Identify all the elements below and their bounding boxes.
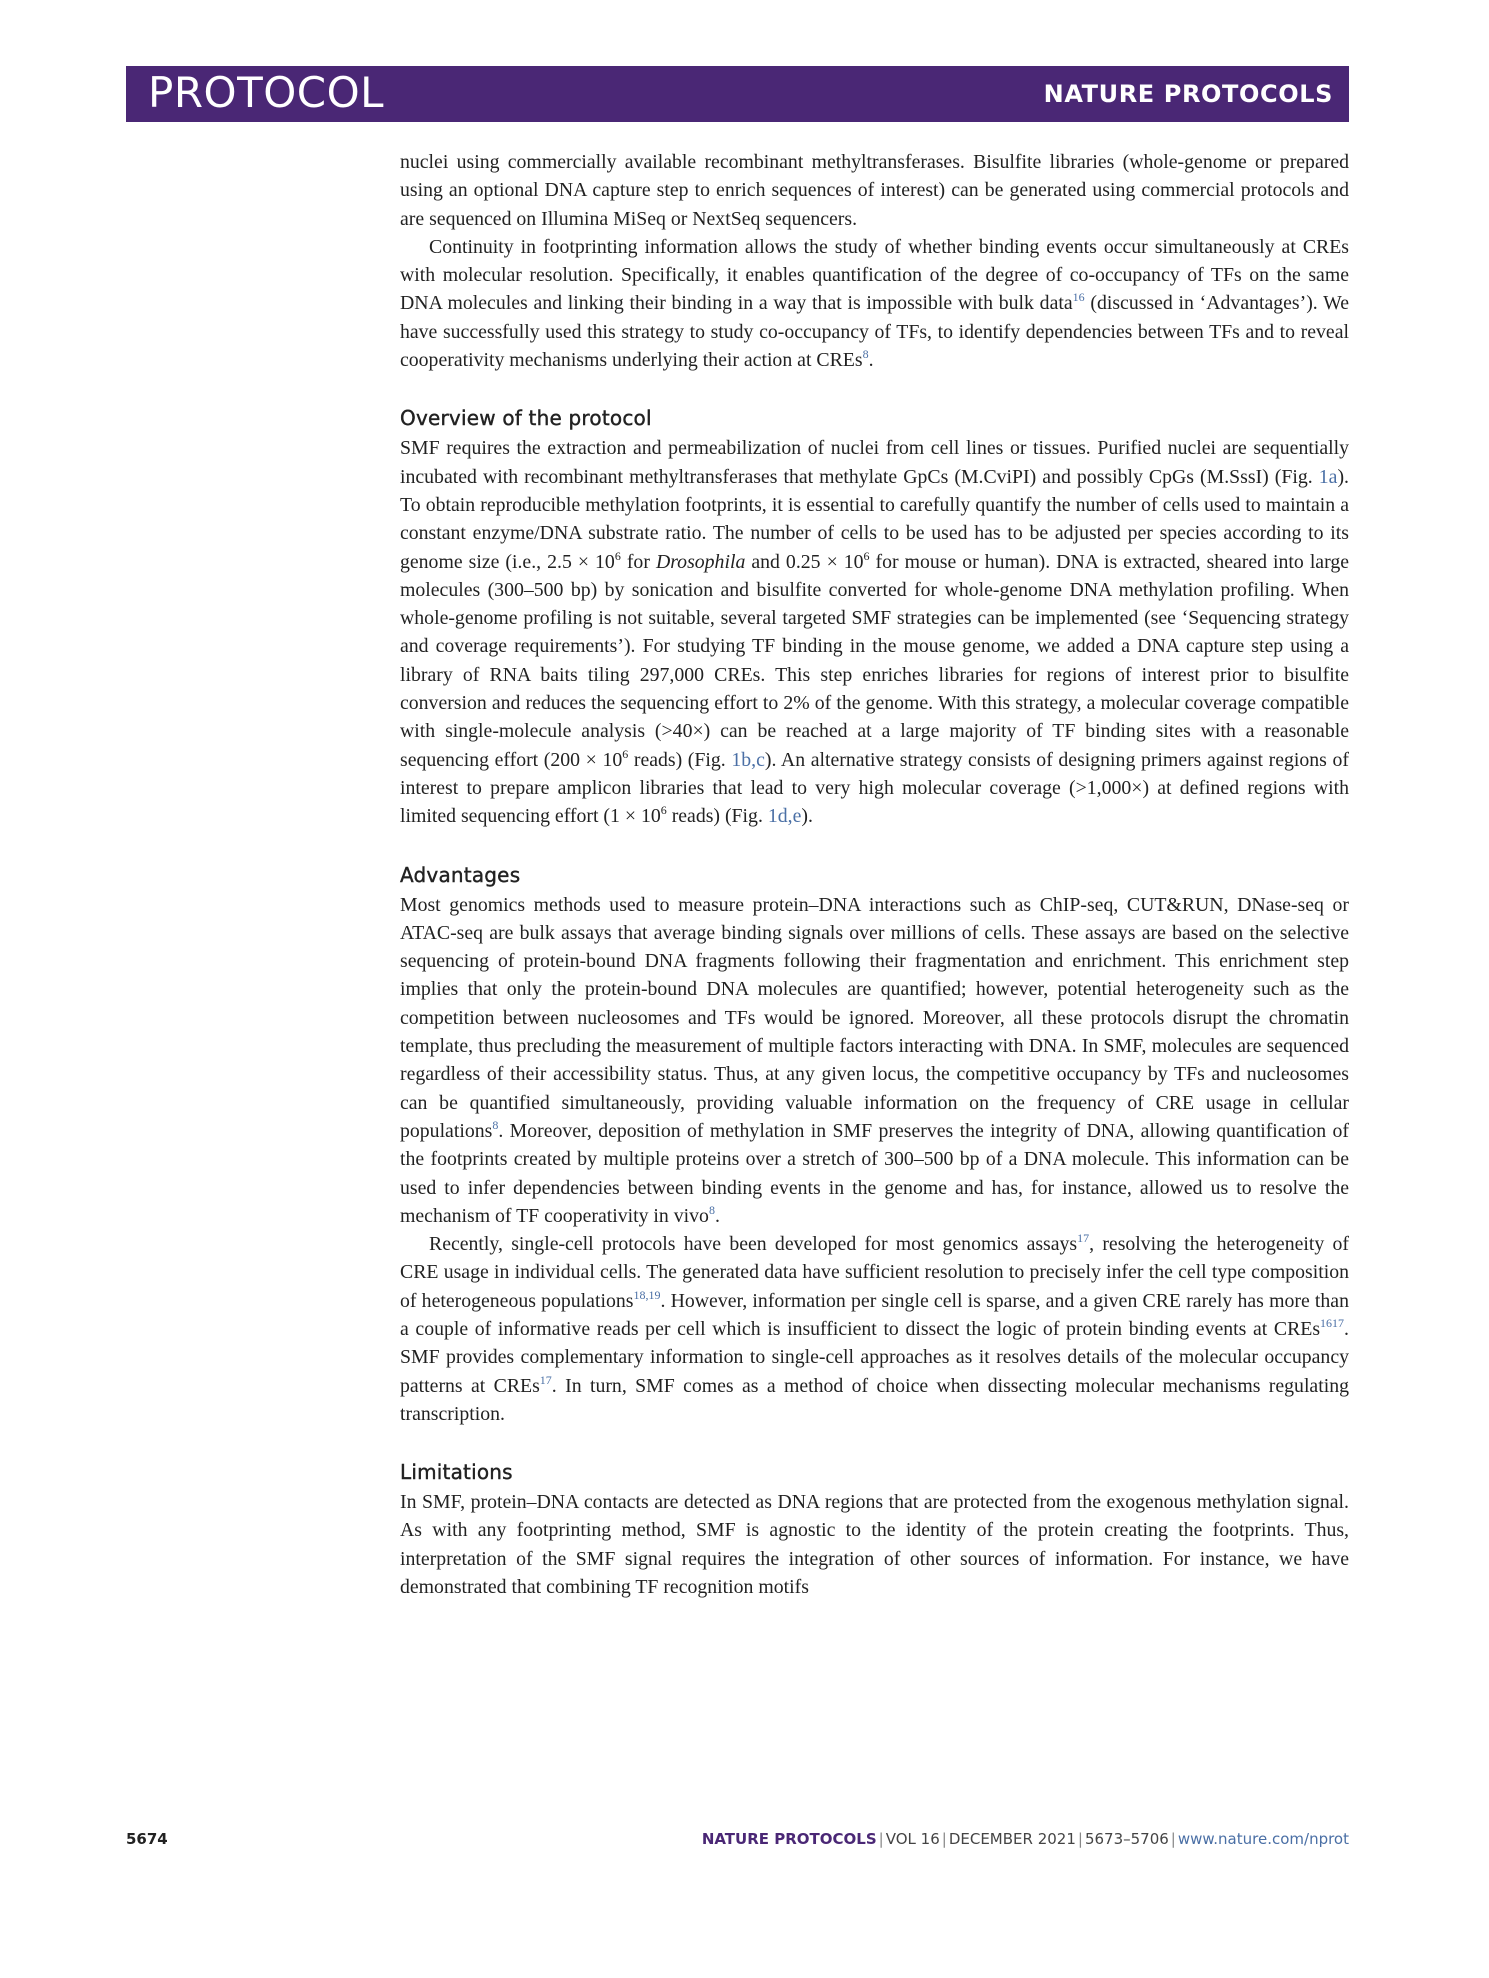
journal-name: NATURE PROTOCOLS bbox=[1043, 80, 1333, 108]
figure-link[interactable]: 1b,c bbox=[731, 748, 765, 771]
page-number: 5674 bbox=[126, 1830, 168, 1848]
paragraph: SMF requires the extraction and permeabilization of nuclei from cell lines or tissues. Purified nuclei are sequentially incubated with recombinant methyltransferases that methylate GpCs (M.CviPI) and possibly CpGs (M.SssI) (Fig. 1a). To obtain reproducible methylation footprints, it is essential to carefully quantify the number of cells used to maintain a constant enzyme/DNA substrate ratio. The number of cells to be used has to be adjusted per species according to its genome size (i.e., $2.5 \times 10^6$ for Drosophila and $0.25 \times 10^6$ for mouse or human). DNA is extracted, sheared into large molecules (300–500 bp) by sonication and bisulfite converted for whole-genome DNA methylation profiling. When whole-genome profiling is not suitable, several targeted SMF strategies can be implemented (see ‘Sequencing strategy and coverage requirements’). For studying TF binding in the mouse genome, we added a DNA capture step using a library of RNA baits tiling 297,000 CREs. This step enriches libraries for regions of interest prior to bisulfite conversion and reduces the sequencing effort to 2% of the genome. With this strategy, a molecular coverage compatible with single-molecule analysis (>40×) can be reached at a large majority of TF binding sites with a reasonable sequencing effort ($200 \times 10^6$ reads) (Fig. 1b,c). An alternative strategy consists of designing primers against regions of interest to prepare amplicon libraries that lead to very high molecular coverage (>1,000×) at defined regions with limited sequencing effort ($1 \times 10^6$ reads) (Fig. 1d,e). bbox=[400, 437, 1349, 828]
main-column bbox=[400, 148, 1349, 1601]
header-bar bbox=[126, 66, 1349, 122]
paragraph: nuclei using commercially available recombinant methyltransferases. Bisulfite libraries (whole-genome or prepared using an optional DNA capture step to enrich sequences of interest) can be generated using commercial protocols and are sequenced on Illumina MiSeq or NextSeq sequencers. bbox=[400, 151, 1349, 230]
citation-link[interactable]: 17 bbox=[539, 1372, 552, 1387]
section-heading: Overview of the protocol bbox=[400, 406, 652, 431]
citation-link[interactable]: 8 bbox=[708, 1202, 715, 1217]
footer-volume: VOL 16 bbox=[885, 1830, 940, 1848]
citation-link[interactable]: 16 bbox=[1072, 290, 1085, 305]
figure-link[interactable]: 1d,e bbox=[767, 805, 802, 828]
citation-link[interactable]: 17 bbox=[1077, 1231, 1090, 1246]
footer-url-link[interactable]: www.nature.com/nprot bbox=[1177, 1830, 1349, 1848]
footer-pages: 5673–5706 bbox=[1084, 1830, 1169, 1848]
figure-link[interactable]: 1a bbox=[1318, 465, 1338, 488]
footer-date: DECEMBER 2021 bbox=[948, 1830, 1076, 1848]
citation-link[interactable]: 8 bbox=[862, 347, 869, 362]
paragraph: In SMF, protein–DNA contacts are detected as DNA regions that are protected from the exogenous methylation signal. As with any footprinting method, SMF is agnostic to the identity of the protein creating the footprints. Thus, interpretation of the SMF signal requires the integration of other sources of information. For instance, we have demonstrated that combining TF recognition motifs bbox=[400, 1491, 1349, 1599]
footer-journal: NATURE PROTOCOLS bbox=[701, 1830, 877, 1848]
citation-link[interactable]: 8 bbox=[492, 1117, 499, 1132]
paragraph: Continuity in footprinting information allows the study of whether binding events occur simultaneously at CREs with molecular resolution. Specifically, it enables quantification of the degree of co-occupancy of TFs on the same DNA molecules and linking their binding in a way that is impossible with bulk data$^{16}$ (discussed in ‘Advantages’). We have successfully used this strategy to study co-occupancy of TFs, to identify dependencies between TFs and to reveal cooperativity mechanisms underlying their action at CREs$^8$. bbox=[400, 235, 1349, 372]
citation-link[interactable]: 18,19 bbox=[633, 1287, 661, 1302]
footer-citation: NATURE PROTOCOLS | VOL 16 | DECEMBER 2021 | 5673–5706 | www.nature.com/nprot bbox=[701, 1830, 1349, 1848]
section-heading: Advantages bbox=[400, 862, 521, 887]
citation-link[interactable]: 1617 bbox=[1320, 1315, 1345, 1330]
section-label: PROTOCOL bbox=[148, 68, 385, 117]
paragraph: Recently, single-cell protocols have been developed for most genomics assays$^{17}$, resolving the heterogeneity of CRE usage in individual cells. The generated data have sufficient resolution to precisely infer the cell type composition of heterogeneous populations$^{18,19}$. However, information per single cell is sparse, and a given CRE rarely has more than a couple of informative reads per cell which is insufficient to dissect the logic of protein binding events at CREs$^{1617}$. SMF provides complementary information to single-cell approaches as it resolves details of the molecular occupancy patterns at CREs$^{17}$. In turn, SMF comes as a method of choice when dissecting molecular mechanisms regulating transcription. bbox=[400, 1231, 1349, 1425]
paragraph: Most genomics methods used to measure protein–DNA interactions such as ChIP-seq, CUT&RUN, DNase-seq or ATAC-seq are bulk assays that average binding signals over millions of cells. These assays are based on the selective sequencing of protein-bound DNA fragments following their fragmentation and enrichment. This enrichment step implies that only the protein-bound DNA molecules are quantified; however, potential heterogeneity such as the competition between nucleosomes and TFs would be ignored. Moreover, all these protocols disrupt the chromatin template, thus precluding the measurement of multiple factors interacting with DNA. In SMF, molecules are sequenced regardless of their accessibility status. Thus, at any given locus, the competitive occupancy by TFs and nucleosomes can be quantified simultaneously, providing valuable information on the frequency of CRE usage in cellular populations$^8$. Moreover, deposition of methylation in SMF preserves the integrity of DNA, allowing quantification of the footprints created by multiple proteins over a stretch of 300–500 bp of a DNA molecule. This information can be used to infer dependencies between binding events in the genome and has, for instance, allowed us to resolve the mechanism of TF cooperativity in vivo$^8$. bbox=[400, 893, 1349, 1227]
section-heading: Limitations bbox=[400, 1460, 513, 1485]
